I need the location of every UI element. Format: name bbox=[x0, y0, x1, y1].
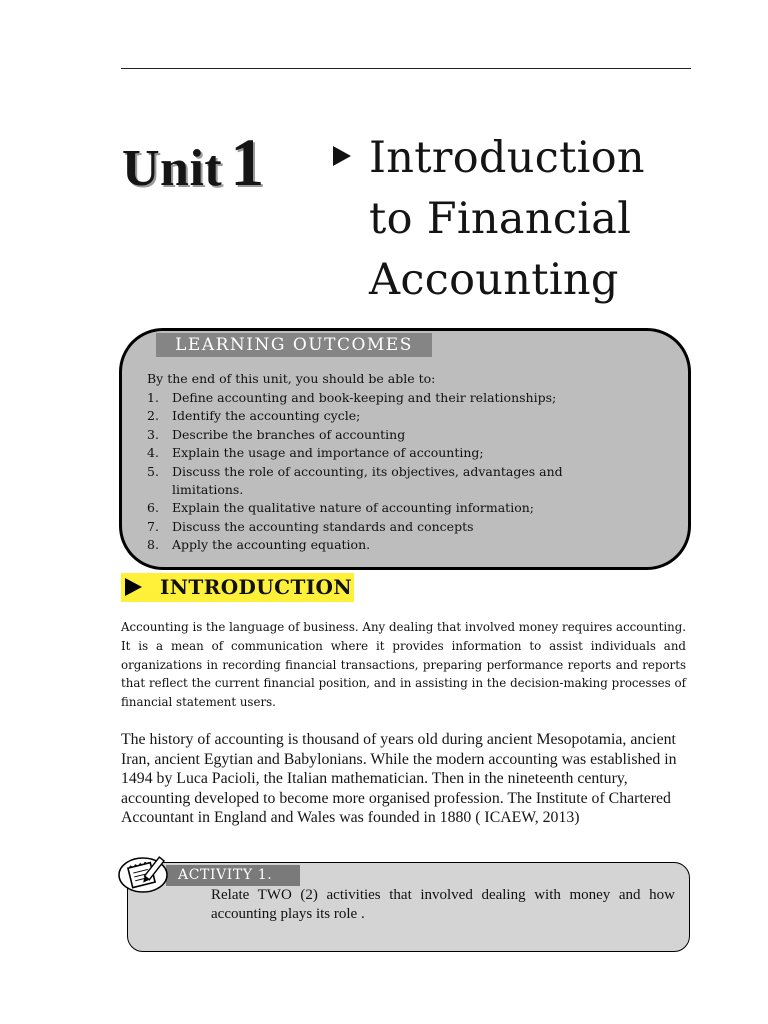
header-rule bbox=[121, 68, 691, 69]
learning-outcomes-intro: By the end of this unit, you should be able to: bbox=[147, 371, 436, 386]
list-item-text: Define accounting and book-keeping and their relationships; bbox=[172, 390, 557, 405]
list-item-text: Explain the qualitative nature of accounting information; bbox=[172, 500, 534, 516]
activity-heading: ACTIVITY 1. bbox=[166, 865, 300, 886]
activity-text: Relate TWO (2) activities that involved dealing with money and how accounting plays its role . bbox=[211, 887, 675, 922]
learning-outcomes-list bbox=[147, 389, 607, 555]
introduction-paragraph-1: Accounting is the language of business. Any dealing that involved money requires accounting. It is a mean of communication where it provides information to assist individuals and organizations in recording financial transactions, preparing performance reports and reports that reflect the current financial position, and in assisting in the decision-making processes of financial statement users. bbox=[121, 620, 686, 710]
list-item-number: 6. bbox=[147, 500, 159, 516]
unit-label bbox=[122, 124, 265, 200]
play-arrow-icon bbox=[125, 578, 142, 596]
list-item-number: 2. bbox=[147, 408, 159, 424]
list-item-number: 8. bbox=[147, 537, 159, 553]
list-item bbox=[147, 389, 607, 407]
list-item-text: Discuss the accounting standards and concepts bbox=[172, 518, 474, 534]
list-item-number: 4. bbox=[147, 445, 159, 461]
introduction-paragraph-2: The history of accounting is thousand of years old during ancient Mesopotamia, ancient Iran, ancient Egytian and Babylonians. While the modern accounting was established in 1494 by Luca Pacioli, the Italian mathematician. Then in the nineteenth century, accounting developed to become more organised profession. The Institute of Chartered Accountant in England and Wales was founded in 1880 ( ICAEW, 2013) bbox=[121, 731, 677, 827]
unit-title-line-3: Accounting bbox=[369, 255, 619, 305]
list-item-number: 3. bbox=[147, 426, 159, 442]
list-item bbox=[147, 426, 607, 444]
unit-title-line-2: to Financial bbox=[369, 194, 632, 244]
list-item-text: Discuss the role of accounting, its objectives, advantages and limitations. bbox=[172, 463, 563, 498]
list-item bbox=[147, 463, 607, 500]
notepad-pencil-icon bbox=[117, 852, 171, 894]
title-arrow-icon bbox=[333, 146, 351, 166]
list-item bbox=[147, 499, 607, 517]
list-item-number: 5. bbox=[147, 463, 159, 479]
list-item-text: Describe the branches of accounting bbox=[172, 426, 406, 442]
list-item-number: 1. bbox=[147, 390, 159, 405]
list-item bbox=[147, 444, 607, 462]
list-item bbox=[147, 536, 607, 554]
list-item-text: Apply the accounting equation. bbox=[172, 537, 371, 553]
list-item-number: 7. bbox=[147, 518, 159, 534]
unit-word: Unit bbox=[122, 140, 223, 197]
learning-outcomes-heading: LEARNING OUTCOMES bbox=[156, 333, 432, 357]
unit-title-line-1: Introduction bbox=[369, 133, 645, 183]
list-item bbox=[147, 518, 607, 536]
list-item-text: Identify the accounting cycle; bbox=[172, 408, 361, 424]
list-item-text: Explain the usage and importance of accounting; bbox=[172, 445, 484, 461]
introduction-heading: INTRODUCTION bbox=[160, 575, 353, 599]
list-item bbox=[147, 407, 607, 425]
unit-number: 1 bbox=[230, 124, 265, 200]
